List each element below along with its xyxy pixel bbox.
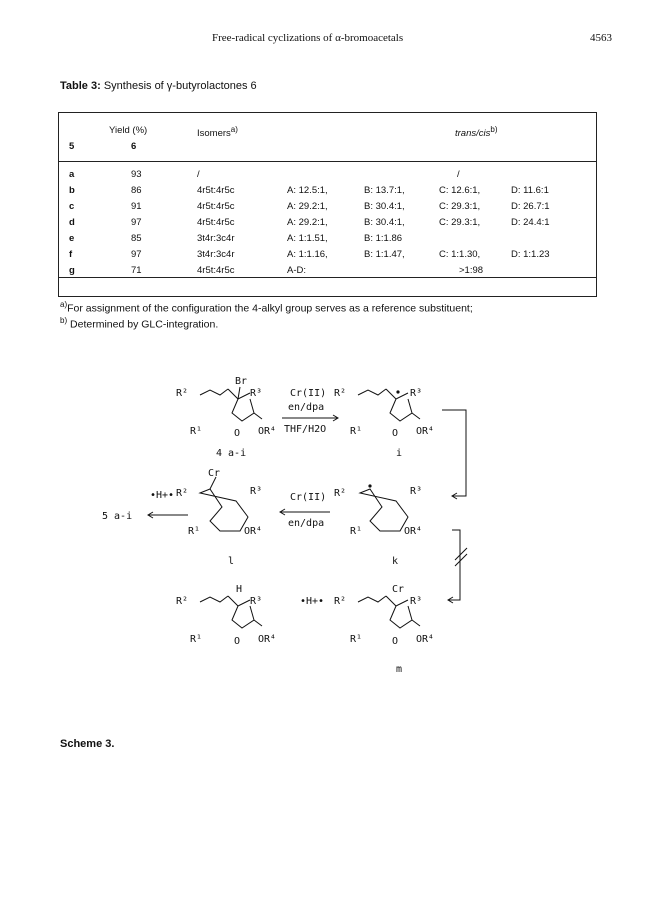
reagent-top-3: THF/H2O (284, 424, 327, 435)
cell-C: >1:98 (459, 265, 484, 276)
bracket-i-to-k (442, 410, 466, 496)
chromium-r1-label: R¹ (350, 634, 363, 645)
cell-isomers: 4r5t:4r5c (197, 217, 235, 228)
reagent-mid-2: en/dpa (288, 518, 325, 529)
cell-isomers: 3t4r:3c4r (197, 249, 235, 260)
radical-r1-label: R¹ (350, 426, 363, 437)
reagent-mid-1: Cr(II) (290, 492, 327, 503)
cell-id: d (69, 217, 75, 228)
radical-o-label: O (392, 428, 399, 439)
header-transcis-footnote: b) (490, 125, 498, 134)
cell-id: a (69, 169, 75, 180)
cell-isomers: 4r5t:4r5c (197, 265, 235, 276)
product-h-label: H (236, 584, 243, 595)
cell-B: B: 13.7:1, (364, 185, 405, 196)
footnote-b-text: Determined by GLC-integration. (67, 318, 219, 331)
cell-D: D: 11.6:1 (511, 185, 549, 196)
bracket-to-m (448, 530, 460, 600)
start-r2-label: R² (176, 388, 189, 399)
proton-transfer-1: •H+• (150, 490, 175, 501)
cell-id: c (69, 201, 75, 212)
cell-A: A: 29.2:1, (287, 217, 328, 228)
cyclized-radical-ring (360, 489, 408, 531)
cell-id: b (69, 185, 75, 196)
product-compound-label: 5 a-i (102, 511, 133, 522)
footnote-b-mark: b) (60, 316, 68, 325)
header-isomers-footnote: a) (230, 125, 238, 134)
chromium-r2-label: R² (334, 596, 347, 607)
radical-compound-label: i (396, 448, 403, 459)
cell-C: C: 29.3:1, (439, 217, 481, 228)
header-yield: Yield (%) (109, 125, 148, 136)
radical-allyl-chain (358, 389, 386, 395)
header-isomers: Isomers$^{a)}$ (197, 125, 238, 140)
organochromium-cr-label: Cr (208, 468, 221, 479)
organochromium-compound-label: l (228, 556, 235, 567)
header-transcis: trans/cis$^{b)}$ (455, 125, 498, 140)
cell-C: C: 12.6:1, (439, 185, 481, 196)
radical-r2-label: R² (334, 388, 347, 399)
table-caption-label: Table 3: (60, 80, 101, 92)
header-yield-sub: 6 (131, 141, 137, 152)
cell-D: D: 1:1.23 (511, 249, 550, 260)
cyclized-compound-label: k (392, 556, 399, 567)
running-title: Free-radical cyclizations of α-bromoacetals (212, 32, 404, 44)
start-r1-label: R¹ (190, 426, 203, 437)
cell-yield: 85 (131, 233, 142, 244)
product-r3-label: R³ (250, 596, 263, 607)
cell-id: f (69, 249, 73, 260)
cell-isomers: 4r5t:4r5c (197, 201, 235, 212)
product-or4-label: OR⁴ (258, 634, 277, 645)
reagent-top-2: en/dpa (288, 402, 325, 413)
radical-r3-label: R³ (410, 388, 423, 399)
cyclized-r2-label: R² (334, 488, 347, 499)
proton-transfer-2: •H+• (300, 596, 325, 607)
chromium-cr-label: Cr (392, 584, 405, 595)
cell-id: g (69, 265, 75, 276)
cell-isomers: 3t4r:3c4r (197, 233, 235, 244)
table-caption-text: Synthesis of γ-butyrolactones 6 (100, 80, 257, 92)
organochromium-ring (200, 489, 248, 531)
start-r3-label: R³ (250, 388, 263, 399)
start-o-label: O (234, 428, 241, 439)
cell-B: B: 1:1.86 (364, 233, 403, 244)
chromium-r3-label: R³ (410, 596, 423, 607)
cell-D: D: 24.4:1 (511, 217, 550, 228)
cell-A: A-D: (287, 265, 306, 276)
start-br-label: Br (235, 376, 248, 387)
cell-B: B: 30.4:1, (364, 201, 405, 212)
footnote-a-text: For assignment of the configuration the 4-alkyl group serves as a reference substituent; (67, 302, 473, 315)
cell-yield: 71 (131, 265, 142, 276)
cell-B: B: 30.4:1, (364, 217, 405, 228)
cell-yield: 97 (131, 249, 142, 260)
cell-A: A: 12.5:1, (287, 185, 328, 196)
cell-isomers: 4r5t:4r5c (197, 185, 235, 196)
reagent-top-1: Cr(II) (290, 388, 327, 399)
cell-isomers: / (197, 169, 200, 180)
chromium-o-label: O (392, 636, 399, 647)
cell-A: A: 1:1.51, (287, 233, 328, 244)
product-r2-label: R² (176, 596, 189, 607)
start-or4-label: OR⁴ (258, 426, 277, 437)
page-number: 4563 (590, 32, 612, 44)
cell-yield: 93 (131, 169, 142, 180)
cell-D: D: 26.7:1 (511, 201, 550, 212)
organochromium-r3-label: R³ (250, 486, 263, 497)
cyclized-or4-label: OR⁴ (404, 526, 423, 537)
product-allyl-chain (200, 596, 228, 602)
cell-id: e (69, 233, 75, 244)
cell-A: A: 29.2:1, (287, 201, 328, 212)
blocked-path-mark (455, 548, 467, 566)
scheme-label: Scheme 3. (60, 738, 115, 750)
start-compound-label: 4 a-i (216, 448, 247, 459)
cell-B: / (457, 169, 460, 180)
product-r1-label: R¹ (190, 634, 203, 645)
chromium-or4-label: OR⁴ (416, 634, 435, 645)
chromium-allyl-chain (358, 596, 386, 602)
footnote-a-mark: a) (60, 300, 68, 309)
start-bromine-bond (238, 387, 240, 399)
organochromium-r1-label: R¹ (188, 526, 201, 537)
cell-yield: 86 (131, 185, 142, 196)
cyclized-r3-label: R³ (410, 486, 423, 497)
chromium-compound-label: m (396, 664, 403, 675)
radical-or4-label: OR⁴ (416, 426, 435, 437)
organochromium-or4-label: OR⁴ (244, 526, 263, 537)
cyclized-r1-label: R¹ (350, 526, 363, 537)
product-o-label: O (234, 636, 241, 647)
cell-C: C: 29.3:1, (439, 201, 481, 212)
header-col5: 5 (69, 141, 75, 152)
cell-B: B: 1:1.47, (364, 249, 405, 260)
cell-A: A: 1:1.16, (287, 249, 328, 260)
radical-dot-i (396, 390, 399, 393)
organochromium-r2-label: R² (176, 488, 189, 499)
radical-dot-k (368, 484, 371, 487)
cell-yield: 91 (131, 201, 142, 212)
cell-C: C: 1:1.30, (439, 249, 481, 260)
start-allyl-chain (200, 389, 228, 395)
cell-yield: 97 (131, 217, 142, 228)
